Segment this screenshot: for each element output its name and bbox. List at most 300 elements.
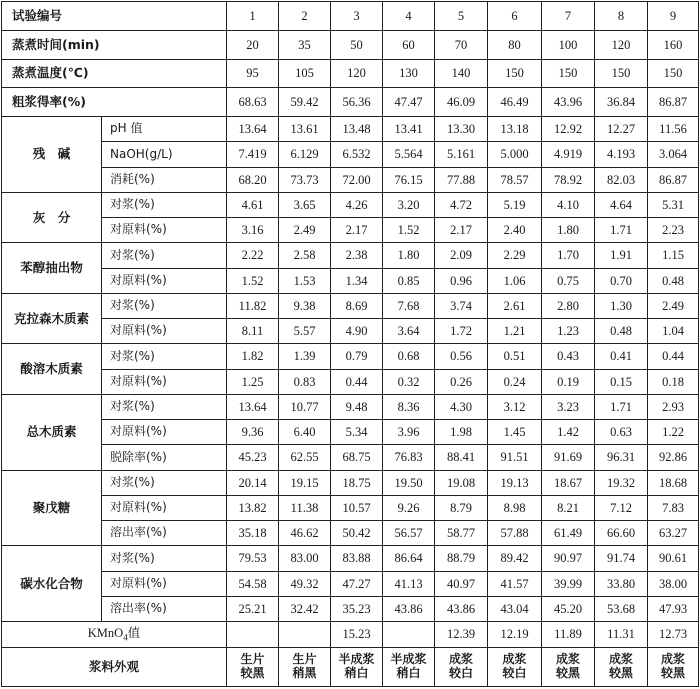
table-cell: 2.49 [279, 218, 331, 243]
table-cell: 96.31 [595, 445, 648, 470]
table-cell: 2.49 [648, 293, 699, 318]
appearance-line: 成浆 [556, 652, 581, 667]
table-cell: 18.67 [542, 470, 595, 495]
table-cell: 73.73 [279, 167, 331, 192]
table-cell: 19.13 [488, 470, 542, 495]
table-cell: 0.24 [488, 369, 542, 394]
table-cell: 49.32 [279, 571, 331, 596]
table-row [2, 344, 699, 369]
appearance-line: 较白 [449, 665, 474, 680]
table-cell: 2.22 [227, 243, 279, 268]
appearance-cell [648, 647, 699, 686]
table-cell: 3.74 [435, 293, 488, 318]
table-cell: 5.564 [383, 142, 435, 167]
table-cell: 0.15 [595, 369, 648, 394]
table-cell: 3.65 [279, 192, 331, 217]
table-cell: 18.68 [648, 470, 699, 495]
table-row [2, 495, 699, 520]
table-cell: 35.18 [227, 521, 279, 546]
table-cell: 13.41 [383, 117, 435, 142]
table-cell: 6.129 [279, 142, 331, 167]
table-cell: 1.15 [648, 243, 699, 268]
table-cell: 11.89 [542, 622, 595, 648]
table-cell: 11.82 [227, 293, 279, 318]
table-cell: 88.41 [435, 445, 488, 470]
table-cell: 2.23 [648, 218, 699, 243]
appearance-line: 稍白 [396, 665, 421, 680]
table-cell: 18.75 [331, 470, 383, 495]
table-cell: 43.96 [542, 88, 595, 117]
table-cell: 68.75 [331, 445, 383, 470]
table-cell: 66.60 [595, 521, 648, 546]
kmno4-label-sub: 4 [123, 632, 128, 643]
table-cell: 1.21 [488, 319, 542, 344]
table-cell: 82.03 [595, 167, 648, 192]
table-cell: 43.86 [435, 596, 488, 621]
table-cell: 86.64 [383, 546, 435, 571]
appearance-row [2, 647, 699, 686]
subrow-label: 对浆(%) [102, 243, 227, 268]
table-cell: 32.42 [279, 596, 331, 621]
table-cell: 19.32 [595, 470, 648, 495]
table-cell: 58.77 [435, 521, 488, 546]
table-cell: 1.25 [227, 369, 279, 394]
subrow-label: 对原料(%) [102, 495, 227, 520]
table-cell: 160 [648, 30, 699, 59]
subrow-label: 对浆(%) [102, 344, 227, 369]
appearance-cell [595, 647, 648, 686]
table-cell: 45.23 [227, 445, 279, 470]
table-cell: 1.80 [383, 243, 435, 268]
table-cell: 150 [542, 59, 595, 88]
table-row [2, 243, 699, 268]
table-cell: 12.73 [648, 622, 699, 648]
table-cell: 10.77 [279, 394, 331, 419]
table-cell: 4.90 [331, 319, 383, 344]
table-cell: 150 [648, 59, 699, 88]
table-cell: 1.42 [542, 420, 595, 445]
row-label: 蒸煮时间(min) [2, 30, 227, 59]
table-cell: 91.69 [542, 445, 595, 470]
table-cell: 43.04 [488, 596, 542, 621]
table-cell: 54.58 [227, 571, 279, 596]
table-cell: 8.98 [488, 495, 542, 520]
table-cell: 0.70 [595, 268, 648, 293]
subrow-label: 对浆(%) [102, 394, 227, 419]
table-cell: 0.96 [435, 268, 488, 293]
table-cell: 46.62 [279, 521, 331, 546]
table-cell: 1.34 [331, 268, 383, 293]
table-cell: 120 [331, 59, 383, 88]
table-row [2, 293, 699, 318]
table-cell: 56.57 [383, 521, 435, 546]
subrow-label: 脱除率(%) [102, 445, 227, 470]
table-cell: 5.161 [435, 142, 488, 167]
appearance-line: 生片 [240, 652, 265, 667]
table-cell: 2.61 [488, 293, 542, 318]
table-cell: 80 [488, 30, 542, 59]
kmno4-row [2, 622, 699, 648]
table-cell: 0.26 [435, 369, 488, 394]
table-cell: 4.64 [595, 192, 648, 217]
table-cell: 91.51 [488, 445, 542, 470]
table-row [2, 394, 699, 419]
table-cell: 0.51 [488, 344, 542, 369]
table-cell: 41.13 [383, 571, 435, 596]
subrow-label: 对浆(%) [102, 470, 227, 495]
table-cell: 1.70 [542, 243, 595, 268]
row-label: 试验编号 [2, 2, 227, 31]
table-cell: 0.48 [648, 268, 699, 293]
table-cell: 140 [435, 59, 488, 88]
table-cell: 47.27 [331, 571, 383, 596]
table-cell: 86.87 [648, 167, 699, 192]
table-cell: 7.419 [227, 142, 279, 167]
table-cell: 4.72 [435, 192, 488, 217]
table-row [2, 420, 699, 445]
table-cell: 20.14 [227, 470, 279, 495]
subrow-label: 对浆(%) [102, 293, 227, 318]
table-cell: 12.92 [542, 117, 595, 142]
group-label: 苯醇抽出物 [2, 243, 102, 294]
table-cell: 1.80 [542, 218, 595, 243]
table-cell: 1.22 [648, 420, 699, 445]
table-cell: 78.92 [542, 167, 595, 192]
table-row [2, 268, 699, 293]
table-cell: 50 [331, 30, 383, 59]
table-cell: 41.57 [488, 571, 542, 596]
table-cell: 15.23 [331, 622, 383, 648]
table-cell: 19.15 [279, 470, 331, 495]
table-row [2, 521, 699, 546]
subrow-label: 溶出率(%) [102, 521, 227, 546]
table-cell: 1.39 [279, 344, 331, 369]
table-cell: 1.98 [435, 420, 488, 445]
table-cell: 10.57 [331, 495, 383, 520]
group-label: 碳水化合物 [2, 546, 102, 622]
table-cell: 2.38 [331, 243, 383, 268]
table-cell: 0.44 [331, 369, 383, 394]
table-cell: 12.39 [435, 622, 488, 648]
table-cell: 83.00 [279, 546, 331, 571]
table-cell: 3.96 [383, 420, 435, 445]
table-cell: 78.57 [488, 167, 542, 192]
table-cell: 5.19 [488, 192, 542, 217]
row-label: 粗浆得率(%) [2, 88, 227, 117]
table-cell: 19.08 [435, 470, 488, 495]
appearance-line: 成浆 [661, 652, 686, 667]
table-cell: 13.64 [227, 117, 279, 142]
subrow-label: 对原料(%) [102, 218, 227, 243]
table-cell: 0.19 [542, 369, 595, 394]
table-row [2, 596, 699, 621]
table-cell: 89.42 [488, 546, 542, 571]
table-cell: 77.88 [435, 167, 488, 192]
table-cell: 45.20 [542, 596, 595, 621]
table-cell: 2.09 [435, 243, 488, 268]
table-cell: 33.80 [595, 571, 648, 596]
table-cell: 4.30 [435, 394, 488, 419]
table-cell: 39.99 [542, 571, 595, 596]
group-label: 酸溶木质素 [2, 344, 102, 395]
table-row [2, 546, 699, 571]
table-cell: 53.68 [595, 596, 648, 621]
table-cell: 56.36 [331, 88, 383, 117]
group-label: 总木质素 [2, 394, 102, 470]
table-cell: 76.83 [383, 445, 435, 470]
table-cell: 40.97 [435, 571, 488, 596]
table-cell: 47.93 [648, 596, 699, 621]
table-row [2, 59, 699, 88]
table-cell: 3.23 [542, 394, 595, 419]
table-cell: 8.69 [331, 293, 383, 318]
table-cell: 4 [383, 2, 435, 31]
kmno4-label-tail: 值 [127, 625, 141, 641]
table-cell: 9.48 [331, 394, 383, 419]
table-cell: 57.88 [488, 521, 542, 546]
table-cell: 8 [595, 2, 648, 31]
table-cell: 2 [279, 2, 331, 31]
appearance-cell [383, 647, 435, 686]
table-cell: 150 [488, 59, 542, 88]
table-cell: 43.86 [383, 596, 435, 621]
group-label: 残 碱 [2, 117, 102, 193]
table-cell [383, 622, 435, 648]
table-row [2, 445, 699, 470]
table-row [2, 470, 699, 495]
appearance-line: 成浆 [502, 652, 527, 667]
row-label: 蒸煮温度(℃) [2, 59, 227, 88]
appearance-cell [227, 647, 279, 686]
table-cell: 20 [227, 30, 279, 59]
kmno4-label-main: KMnO [87, 626, 124, 641]
table-cell: 59.42 [279, 88, 331, 117]
table-cell: 2.17 [331, 218, 383, 243]
table-cell: 2.93 [648, 394, 699, 419]
table-cell: 1.72 [435, 319, 488, 344]
appearance-line: 成浆 [449, 652, 474, 667]
table-cell: 13.82 [227, 495, 279, 520]
table-cell: 4.26 [331, 192, 383, 217]
table-cell: 6 [488, 2, 542, 31]
table-cell: 0.56 [435, 344, 488, 369]
subrow-label: 对浆(%) [102, 546, 227, 571]
table-cell: 13.30 [435, 117, 488, 142]
table-cell: 7.83 [648, 495, 699, 520]
table-cell: 0.83 [279, 369, 331, 394]
appearance-line: 较黑 [661, 665, 686, 680]
table-cell: 3.64 [383, 319, 435, 344]
table-cell: 5 [435, 2, 488, 31]
table-cell: 9.36 [227, 420, 279, 445]
table-cell: 7.68 [383, 293, 435, 318]
table-cell: 0.68 [383, 344, 435, 369]
table-cell: 5.000 [488, 142, 542, 167]
table-cell: 9.38 [279, 293, 331, 318]
table-cell: 88.79 [435, 546, 488, 571]
subrow-label: 对原料(%) [102, 420, 227, 445]
table-cell: 3.16 [227, 218, 279, 243]
table-cell: 68.63 [227, 88, 279, 117]
table-cell: 6.532 [331, 142, 383, 167]
table-cell: 8.21 [542, 495, 595, 520]
appearance-cell [279, 647, 331, 686]
table-cell: 0.48 [595, 319, 648, 344]
subrow-label: NaOH(g/L) [102, 142, 227, 167]
table-cell: 3.064 [648, 142, 699, 167]
group-label: 聚戊糖 [2, 470, 102, 546]
table-cell: 0.43 [542, 344, 595, 369]
table-cell: 11.31 [595, 622, 648, 648]
table-row [2, 369, 699, 394]
table-cell: 2.58 [279, 243, 331, 268]
table-cell: 3.20 [383, 192, 435, 217]
table-row [2, 142, 699, 167]
table-cell: 9.26 [383, 495, 435, 520]
appearance-label: 浆料外观 [2, 647, 227, 686]
appearance-line: 较黑 [240, 665, 265, 680]
table-cell: 8.11 [227, 319, 279, 344]
table-cell: 46.49 [488, 88, 542, 117]
table-cell [279, 622, 331, 648]
table-cell: 38.00 [648, 571, 699, 596]
table-body [2, 2, 699, 687]
table-row [2, 218, 699, 243]
subrow-label: 对原料(%) [102, 369, 227, 394]
table-cell: 2.80 [542, 293, 595, 318]
table-cell: 3.12 [488, 394, 542, 419]
table-cell: 0.32 [383, 369, 435, 394]
appearance-cell [488, 647, 542, 686]
table-cell: 61.49 [542, 521, 595, 546]
table-cell: 7.12 [595, 495, 648, 520]
table-cell: 9 [648, 2, 699, 31]
table-cell: 6.40 [279, 420, 331, 445]
table-cell: 0.44 [648, 344, 699, 369]
table-cell: 92.86 [648, 445, 699, 470]
table-cell: 25.21 [227, 596, 279, 621]
table-cell: 60 [383, 30, 435, 59]
table-cell: 12.27 [595, 117, 648, 142]
appearance-cell [435, 647, 488, 686]
appearance-line: 较黑 [556, 665, 581, 680]
table-cell: 3 [331, 2, 383, 31]
table-row [2, 192, 699, 217]
table-cell: 1.30 [595, 293, 648, 318]
table-cell: 13.64 [227, 394, 279, 419]
table-cell: 0.79 [331, 344, 383, 369]
table-cell: 95 [227, 59, 279, 88]
table-cell: 8.36 [383, 394, 435, 419]
table-cell: 5.34 [331, 420, 383, 445]
appearance-line: 稍黑 [292, 665, 317, 680]
table-cell: 1.06 [488, 268, 542, 293]
table-row [2, 319, 699, 344]
table-cell: 90.61 [648, 546, 699, 571]
appearance-line: 生片 [292, 652, 317, 667]
table-cell: 2.17 [435, 218, 488, 243]
table-cell: 68.20 [227, 167, 279, 192]
table-cell: 4.919 [542, 142, 595, 167]
table-cell: 2.40 [488, 218, 542, 243]
appearance-line: 半成浆 [338, 652, 375, 667]
table-cell: 91.74 [595, 546, 648, 571]
table-cell: 4.10 [542, 192, 595, 217]
table-cell: 35.23 [331, 596, 383, 621]
table-cell: 100 [542, 30, 595, 59]
kmno4-label [2, 622, 227, 648]
table-cell: 70 [435, 30, 488, 59]
table-cell: 47.47 [383, 88, 435, 117]
table-cell: 120 [595, 30, 648, 59]
table-cell: 86.87 [648, 88, 699, 117]
table-row [2, 117, 699, 142]
table-row [2, 30, 699, 59]
subrow-label: pH 值 [102, 117, 227, 142]
table-cell [227, 622, 279, 648]
table-cell: 1.45 [488, 420, 542, 445]
table-cell: 0.18 [648, 369, 699, 394]
table-cell: 90.97 [542, 546, 595, 571]
table-cell: 35 [279, 30, 331, 59]
table-cell: 130 [383, 59, 435, 88]
table-cell: 50.42 [331, 521, 383, 546]
table-cell: 0.75 [542, 268, 595, 293]
table-cell: 105 [279, 59, 331, 88]
table-cell: 1.52 [227, 268, 279, 293]
table-cell: 1.23 [542, 319, 595, 344]
table-cell: 36.84 [595, 88, 648, 117]
table-cell: 79.53 [227, 546, 279, 571]
table-cell: 11.38 [279, 495, 331, 520]
table-cell: 1.04 [648, 319, 699, 344]
subrow-label: 对原料(%) [102, 571, 227, 596]
table-cell: 8.79 [435, 495, 488, 520]
subrow-label: 溶出率(%) [102, 596, 227, 621]
table-cell: 11.56 [648, 117, 699, 142]
table-cell: 1.82 [227, 344, 279, 369]
appearance-line: 较白 [502, 665, 527, 680]
table-cell: 7 [542, 2, 595, 31]
table-row [2, 88, 699, 117]
table-cell: 1.71 [595, 218, 648, 243]
subrow-label: 对原料(%) [102, 268, 227, 293]
table-cell: 2.29 [488, 243, 542, 268]
table-cell: 150 [595, 59, 648, 88]
table-cell: 62.55 [279, 445, 331, 470]
table-cell: 13.48 [331, 117, 383, 142]
table-cell: 1.71 [595, 394, 648, 419]
table-cell: 13.61 [279, 117, 331, 142]
table-row [2, 167, 699, 192]
table-cell: 46.09 [435, 88, 488, 117]
appearance-line: 稍白 [344, 665, 369, 680]
table-cell: 5.31 [648, 192, 699, 217]
appearance-line: 半成浆 [390, 652, 427, 667]
table-cell: 0.41 [595, 344, 648, 369]
table-cell: 76.15 [383, 167, 435, 192]
table-cell: 72.00 [331, 167, 383, 192]
table-cell: 1.52 [383, 218, 435, 243]
appearance-cell [331, 647, 383, 686]
appearance-line: 较黑 [609, 665, 634, 680]
group-label: 灰 分 [2, 192, 102, 243]
subrow-label: 对浆(%) [102, 192, 227, 217]
table-cell: 1.53 [279, 268, 331, 293]
table-cell: 4.61 [227, 192, 279, 217]
table-cell: 0.85 [383, 268, 435, 293]
table-cell: 4.193 [595, 142, 648, 167]
